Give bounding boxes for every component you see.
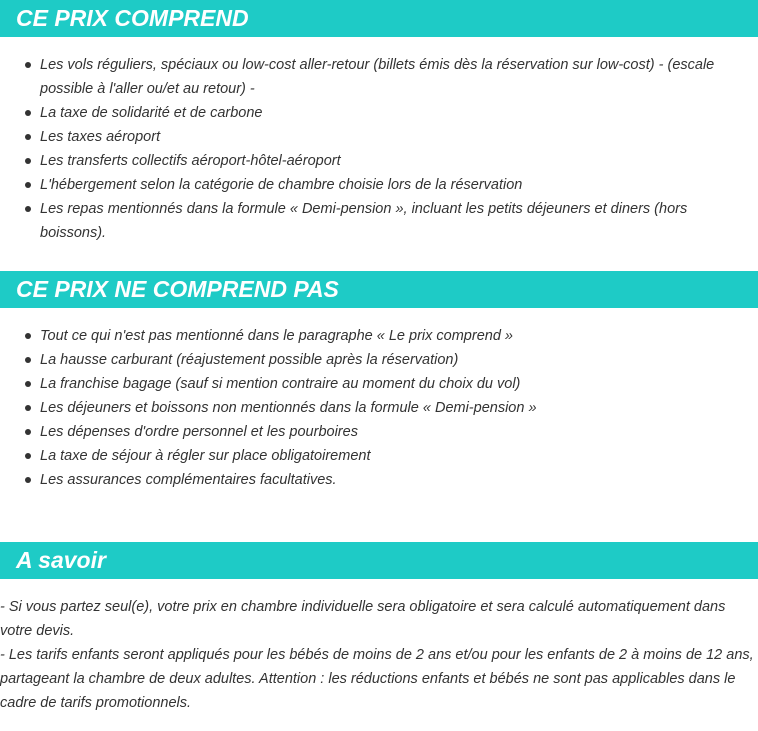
savoir-paragraph: - Si vous partez seul(e), votre prix en chambre individuelle sera obligatoire et sera calculé automatiquement dans votre devis. (0, 599, 726, 639)
bullet-icon (25, 477, 31, 483)
bullet-icon (25, 110, 31, 116)
list-item-text: Tout ce qui n'est pas mentionné dans le paragraphe « Le prix comprend » (40, 328, 513, 344)
list-item-text: Les déjeuners et boissons non mentionnés dans la formule « Demi-pension » (40, 400, 537, 416)
excludes-list (0, 324, 758, 492)
list-item (0, 173, 758, 197)
list-item (0, 125, 758, 149)
list-item (0, 420, 758, 444)
list-item (0, 372, 758, 396)
list-item-text: La taxe de solidarité et de carbone (40, 105, 263, 121)
list-item-text: Les assurances complémentaires facultatives. (40, 472, 337, 488)
list-item (0, 101, 758, 125)
list-item (0, 444, 758, 468)
bullet-icon (25, 333, 31, 339)
list-item (0, 149, 758, 173)
section-title-excludes: CE PRIX NE COMPREND PAS (0, 271, 758, 308)
bullet-icon (25, 206, 31, 212)
list-item-text: Les repas mentionnés dans la formule « Demi-pension », incluant les petits déjeuners et diners (hors boissons). (40, 201, 688, 241)
list-item (0, 396, 758, 420)
list-item-text: La franchise bagage (sauf si mention contraire au moment du choix du vol) (40, 376, 521, 392)
list-item-text: Les vols réguliers, spéciaux ou low-cost aller-retour (billets émis dès la réservation sur low-cost) - (escale possible à l'aller ou/et au retour) - (40, 57, 715, 97)
section-title-includes: CE PRIX COMPREND (0, 0, 758, 37)
bullet-icon (25, 134, 31, 140)
list-item (0, 468, 758, 492)
list-item-text: L'hébergement selon la catégorie de chambre choisie lors de la réservation (40, 177, 523, 193)
savoir-content (0, 595, 756, 715)
list-item (0, 324, 758, 348)
list-item-text: La taxe de séjour à régler sur place obligatoirement (40, 448, 371, 464)
bullet-icon (25, 158, 31, 164)
bullet-icon (25, 405, 31, 411)
list-item (0, 53, 758, 101)
bullet-icon (25, 381, 31, 387)
list-item-text: La hausse carburant (réajustement possible après la réservation) (40, 352, 459, 368)
bullet-icon (25, 357, 31, 363)
bullet-icon (25, 182, 31, 188)
section-title-savoir: A savoir (0, 542, 758, 579)
savoir-paragraph: - Les tarifs enfants seront appliqués pour les bébés de moins de 2 ans et/ou pour les enfants de 2 à moins de 12 ans, partageant la chambre de deux adultes. Attention : les réductions enfants et bébés ne sont pas applicables dans le cadre de tarifs promotionnels. (0, 647, 754, 711)
bullet-icon (25, 453, 31, 459)
list-item (0, 348, 758, 372)
includes-list (0, 53, 758, 245)
bullet-icon (25, 62, 31, 68)
bullet-icon (25, 429, 31, 435)
list-item-text: Les taxes aéroport (40, 129, 161, 145)
list-item-text: Les transferts collectifs aéroport-hôtel-aéroport (40, 153, 341, 169)
list-item (0, 197, 758, 245)
list-item-text: Les dépenses d'ordre personnel et les pourboires (40, 424, 358, 440)
